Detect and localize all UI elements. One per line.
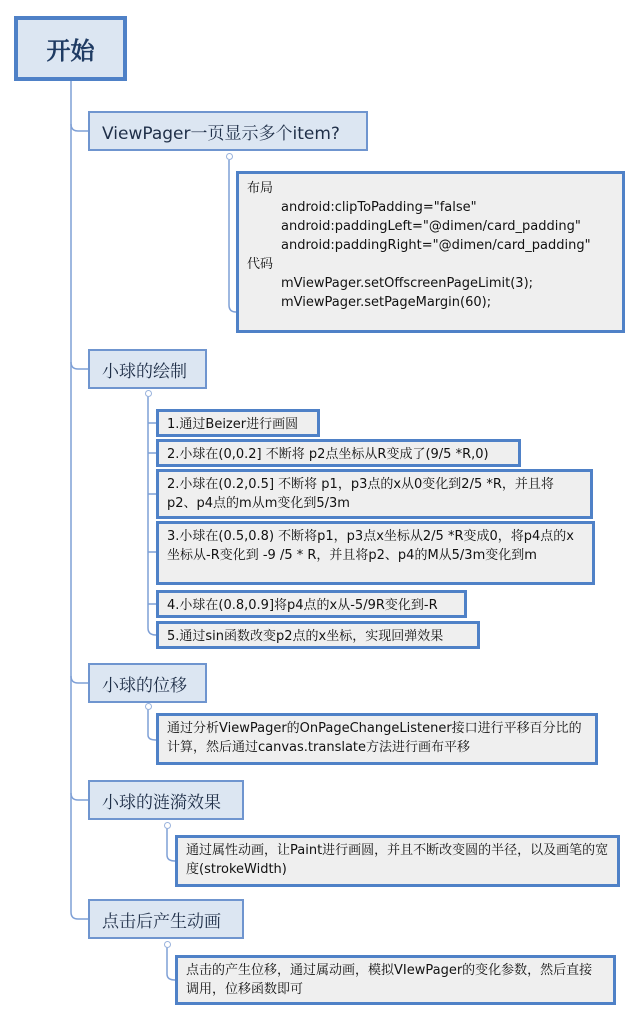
list-item[interactable] xyxy=(156,469,593,519)
collapse-toggle[interactable] xyxy=(145,390,152,397)
root-node[interactable] xyxy=(14,16,127,81)
topic-ball-drawing[interactable] xyxy=(88,349,207,389)
list-item[interactable] xyxy=(156,439,521,467)
note-ripple-effect[interactable] xyxy=(175,835,620,887)
topic-label: 小球的位移 xyxy=(102,675,187,696)
list-item[interactable] xyxy=(156,590,467,618)
note-ball-translation[interactable] xyxy=(156,713,598,765)
list-item[interactable] xyxy=(156,521,595,585)
root-label: 开始 xyxy=(46,37,95,65)
note-line: android:paddingLeft="@dimen/card_padding" xyxy=(281,219,581,234)
note-viewpager[interactable] xyxy=(236,171,625,333)
topic-viewpager[interactable] xyxy=(88,111,368,151)
note-heading: 布局 xyxy=(247,181,274,196)
list-item[interactable] xyxy=(156,409,320,437)
item-text: 2.小球在(0.2,0.5] 不断将 p1，p3点的x从0变化到2/5 *R，并且将p2、p4点的m从m变化到5/3m xyxy=(167,477,554,511)
topic-ball-translation[interactable] xyxy=(88,663,207,703)
note-heading: 代码 xyxy=(247,257,274,272)
item-text: 5.通过sin函数改变p2点的x坐标，实现回弹效果 xyxy=(167,629,444,644)
note-line: mViewPager.setPageMargin(60); xyxy=(281,295,492,310)
note-text: 通过分析ViewPager的OnPageChangeListener接口进行平移百分比的计算，然后通过canvas.translate方法进行画布平移 xyxy=(167,721,582,755)
collapse-toggle[interactable] xyxy=(164,822,171,829)
note-line: mViewPager.setOffscreenPageLimit(3); xyxy=(281,276,534,291)
topic-label: 点击后产生动画 xyxy=(102,911,221,932)
list-item[interactable] xyxy=(156,621,480,649)
item-text: 1.通过Beizer进行画圆 xyxy=(167,417,299,432)
item-text: 3.小球在(0.5,0.8) 不断将p1，p3点x坐标从2/5 *R变成0，将p4点的x坐标从-R变化到 -9 /5 * R，并且将p2、p4的M从5/3m变化到m xyxy=(167,529,574,563)
note-line: android:clipToPadding="false" xyxy=(281,200,477,215)
topic-label: ViewPager一页显示多个item? xyxy=(102,123,340,144)
collapse-toggle[interactable] xyxy=(226,153,233,160)
topic-label: 小球的绘制 xyxy=(102,361,187,382)
item-text: 2.小球在(0,0.2] 不断将 p2点坐标从R变成了(9/5 *R,0) xyxy=(167,447,489,462)
note-text: 点击的产生位移，通过属动画，模拟VIewPager的变化参数，然后直接调用，位移函数即可 xyxy=(186,963,593,997)
topic-ripple-effect[interactable] xyxy=(88,780,244,820)
topic-click-animation[interactable] xyxy=(88,899,244,939)
collapse-toggle[interactable] xyxy=(145,703,152,710)
topic-label: 小球的涟漪效果 xyxy=(102,792,221,813)
item-text: 4.小球在(0.8,0.9]将p4点的x从-5/9R变化到-R xyxy=(167,598,438,613)
note-text: 通过属性动画，让Paint进行画圆，并且不断改变圆的半径，以及画笔的宽度(strokeWidth) xyxy=(186,843,609,877)
collapse-toggle[interactable] xyxy=(164,941,171,948)
note-click-animation[interactable] xyxy=(175,955,616,1005)
note-line: android:paddingRight="@dimen/card_padding" xyxy=(281,238,591,253)
